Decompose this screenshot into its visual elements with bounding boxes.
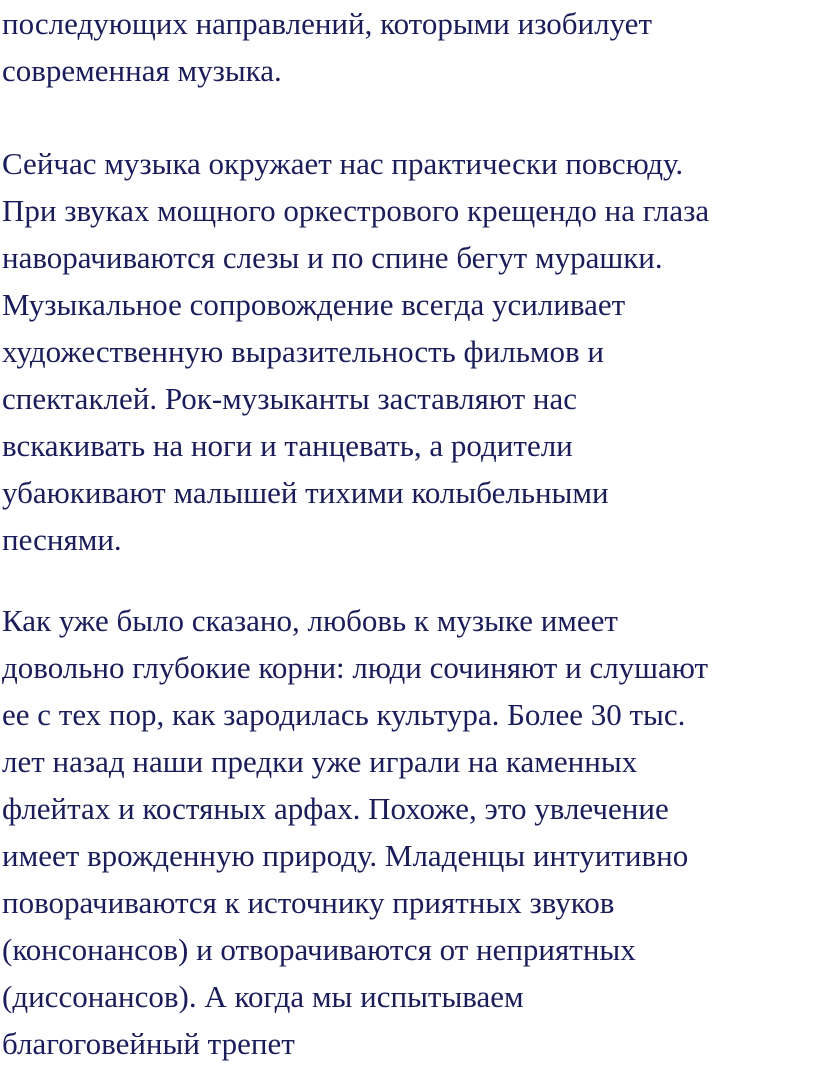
text-line: спектаклей. Рок-музыканты заставляют нас xyxy=(2,381,577,416)
text-line: флейтах и костяных арфах. Похоже, это увлечение xyxy=(2,791,669,826)
paragraph-1 xyxy=(2,0,652,94)
text-line: поворачиваются к источнику приятных звуков xyxy=(2,885,615,920)
text-line: (диссонансов). А когда мы испытываем xyxy=(2,979,524,1014)
text-line: последующих направлений, которыми изобилует xyxy=(2,6,652,41)
text-line: вскакивать на ноги и танцевать, а родители xyxy=(2,428,573,463)
text-line: Как уже было сказано, любовь к музыке имеет xyxy=(2,603,618,638)
text-line: песнями. xyxy=(2,522,122,557)
text-line: (консонансов) и отворачиваются от неприятных xyxy=(2,932,636,967)
text-line: ее с тех пор, как зародилась культура. Более 30 тыс. xyxy=(2,697,686,732)
text-line: убаюкивают малышей тихими колыбельными xyxy=(2,475,609,510)
text-line: лет назад наши предки уже играли на каменных xyxy=(2,744,638,779)
text-line: При звуках мощного оркестрового крещендо на глаза xyxy=(2,193,710,228)
text-line: наворачиваются слезы и по спине бегут мурашки. xyxy=(2,240,663,275)
text-line: художественную выразительность фильмов и xyxy=(2,334,604,369)
paragraph-3 xyxy=(2,597,708,1067)
text-line: довольно глубокие корни: люди сочиняют и слушают xyxy=(2,650,709,685)
paragraph-2 xyxy=(2,140,709,563)
text-line: Музыкальное сопровождение всегда усиливает xyxy=(2,287,626,322)
text-line: Сейчас музыка окружает нас практически повсюду. xyxy=(2,146,684,181)
text-line: современная музыка. xyxy=(2,53,282,88)
text-line: имеет врожденную природу. Младенцы интуитивно xyxy=(2,838,689,873)
text-line: благоговейный трепет xyxy=(2,1026,295,1061)
